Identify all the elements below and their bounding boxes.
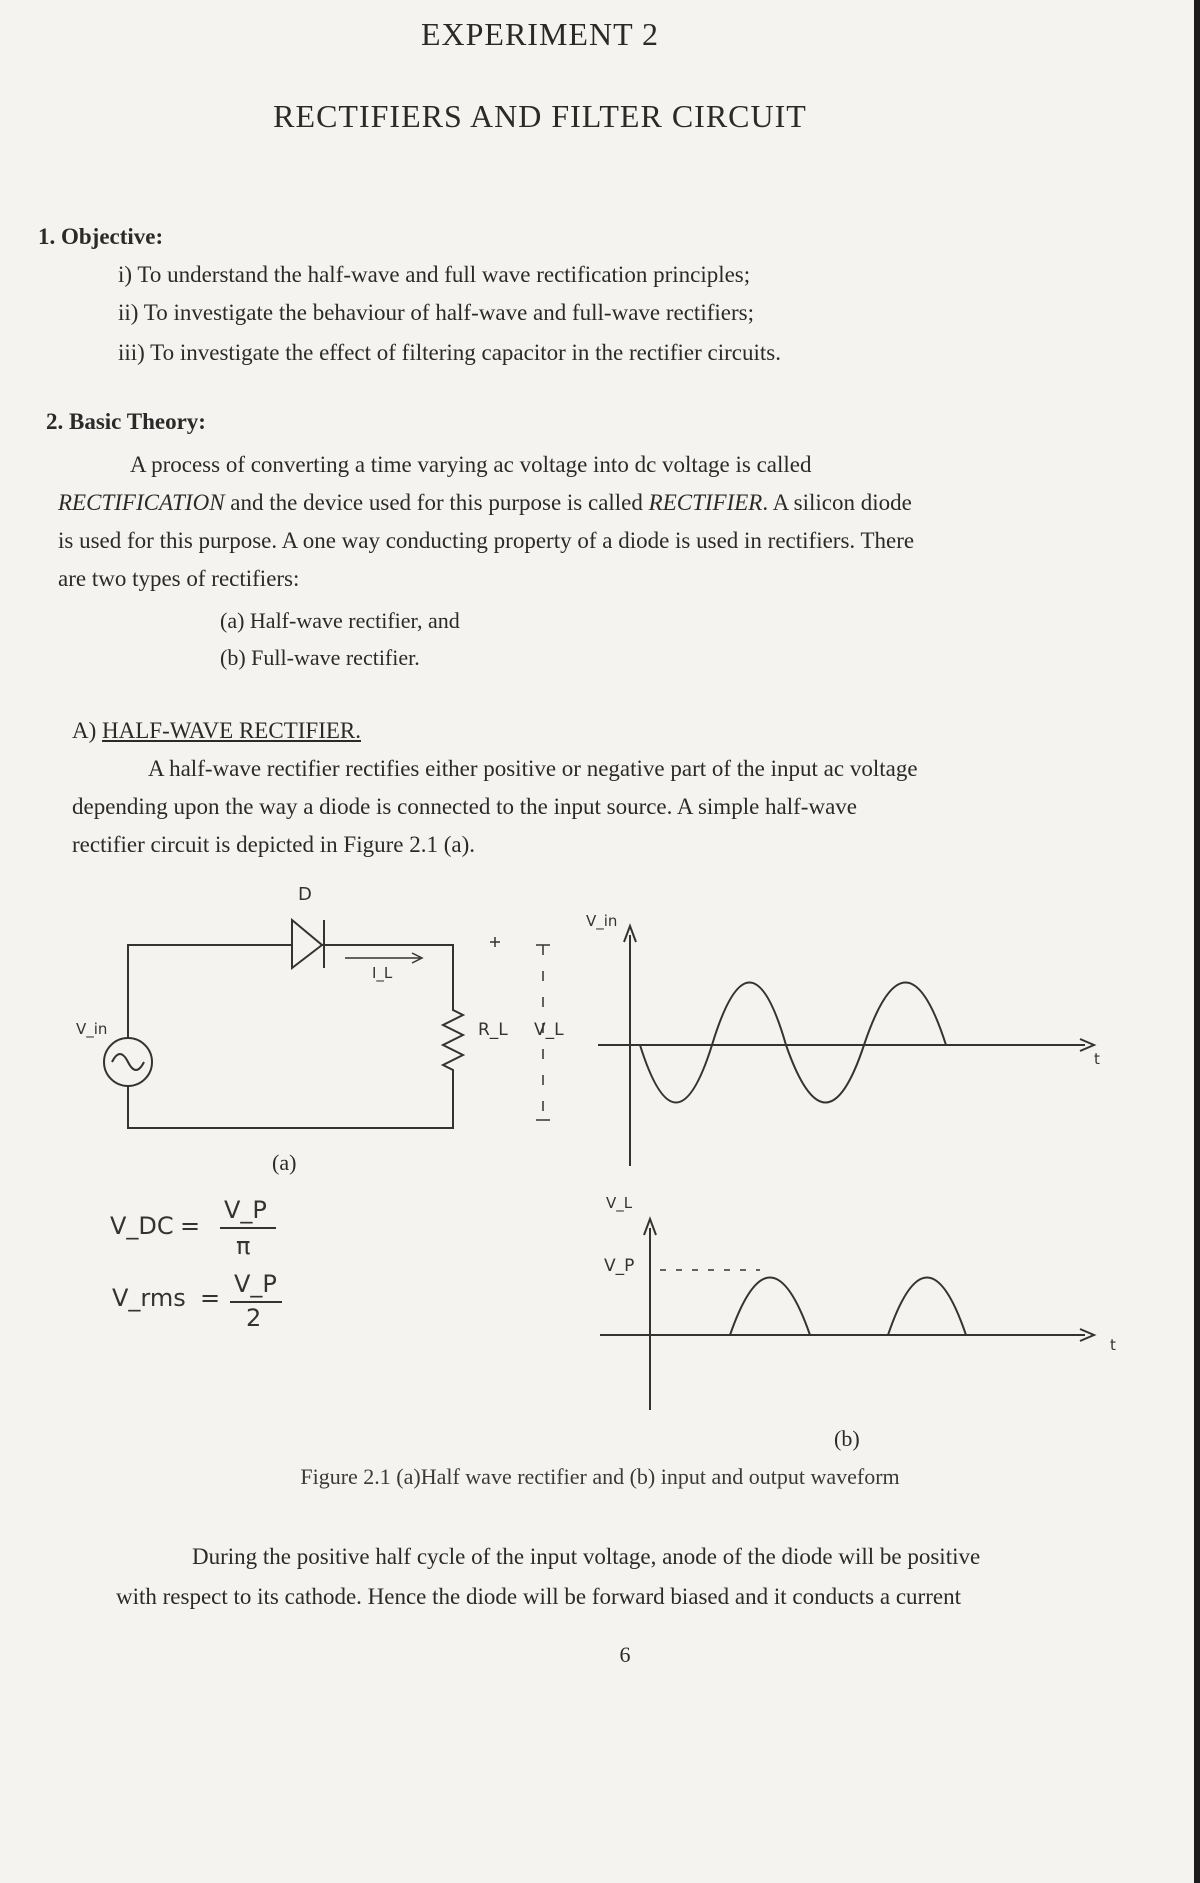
- theory-heading: 2. Basic Theory:: [46, 409, 206, 434]
- section-a-line-3: rectifier circuit is depicted in Figure 2.1 (a).: [72, 832, 475, 857]
- vdc-numerator: V_P: [224, 1196, 267, 1224]
- wire-bottom: [128, 1072, 453, 1128]
- objective-heading: 1. Objective:: [38, 224, 164, 249]
- closing-line-1: During the positive half cycle of the input voltage, anode of the diode will be positive: [192, 1544, 981, 1569]
- experiment-subtitle: RECTIFIERS AND FILTER CIRCUIT: [273, 98, 807, 134]
- figure-label-a: (a): [272, 1150, 297, 1175]
- vrms-eq: =: [200, 1284, 221, 1312]
- output-pulse-2: [888, 1278, 966, 1336]
- vrms-lhs: V_rms: [112, 1284, 186, 1312]
- vdc-eq: =: [180, 1212, 201, 1240]
- ac-source-wave: [112, 1054, 144, 1070]
- input-axis-label: V_in: [586, 912, 618, 930]
- theory-line-2-text: and the device used for this purpose is called: [224, 490, 649, 515]
- input-time-label: t: [1094, 1050, 1100, 1068]
- output-time-label: t: [1110, 1336, 1116, 1354]
- section-a-line-1: A half-wave rectifier rectifies either positive or negative part of the input ac voltage: [148, 756, 918, 781]
- theory-line-1: A process of converting a time varying ac voltage into dc voltage is called: [130, 452, 812, 477]
- vl-label: V_L: [534, 1020, 564, 1040]
- input-waveform: [598, 926, 1094, 1166]
- load-resistor: [443, 1000, 463, 1072]
- output-axis-label: V_L: [606, 1194, 633, 1212]
- term-rectifier: RECTIFIER: [648, 490, 763, 515]
- input-sine: [640, 983, 946, 1103]
- source-label: V_in: [76, 1020, 108, 1038]
- theory-line-4: are two types of rectifiers:: [58, 566, 300, 591]
- theory-line-2-end: . A silicon diode: [762, 490, 912, 515]
- section-a-title: HALF-WAVE RECTIFIER.: [102, 718, 361, 743]
- diode-symbol: [292, 920, 322, 968]
- vrms-denominator: 2: [246, 1304, 262, 1332]
- output-pulse-1: [730, 1278, 810, 1336]
- peak-label: V_P: [604, 1256, 635, 1276]
- diode-label: D: [298, 884, 312, 905]
- rectifier-type-a: (a) Half-wave rectifier, and: [220, 608, 460, 633]
- vrms-numerator: V_P: [234, 1270, 277, 1298]
- page-number: 6: [619, 1642, 631, 1667]
- current-label: I_L: [372, 964, 393, 982]
- section-a-line-2: depending upon the way a diode is connected to the input source. A simple half-wave: [72, 794, 857, 819]
- objective-item-1: i) To understand the half-wave and full wave rectification principles;: [118, 262, 751, 287]
- theory-line-3: is used for this purpose. A one way conducting property of a diode is used in rectifiers. There: [58, 528, 915, 553]
- output-waveform: [600, 1219, 1094, 1410]
- figure-caption: Figure 2.1 (a)Half wave rectifier and (b) input and output waveform: [300, 1464, 900, 1489]
- experiment-title: EXPERIMENT 2: [420, 16, 660, 52]
- wire-top-left: [128, 945, 292, 1038]
- vdc-lhs: V_DC: [110, 1212, 174, 1240]
- term-rectification: RECTIFICATION: [58, 490, 225, 515]
- figure-label-b: (b): [834, 1426, 860, 1451]
- rectifier-type-b: (b) Full-wave rectifier.: [220, 645, 420, 670]
- resistor-label: R_L: [478, 1020, 508, 1040]
- objective-item-3: iii) To investigate the effect of filtering capacitor in the rectifier circuits.: [118, 340, 781, 365]
- closing-line-2: with respect to its cathode. Hence the diode will be forward biased and it conducts a current: [116, 1584, 961, 1609]
- vdc-denominator: π: [236, 1232, 251, 1260]
- section-a-prefix: A): [72, 718, 103, 743]
- objective-item-2: ii) To investigate the behaviour of half-wave and full-wave rectifiers;: [118, 300, 754, 325]
